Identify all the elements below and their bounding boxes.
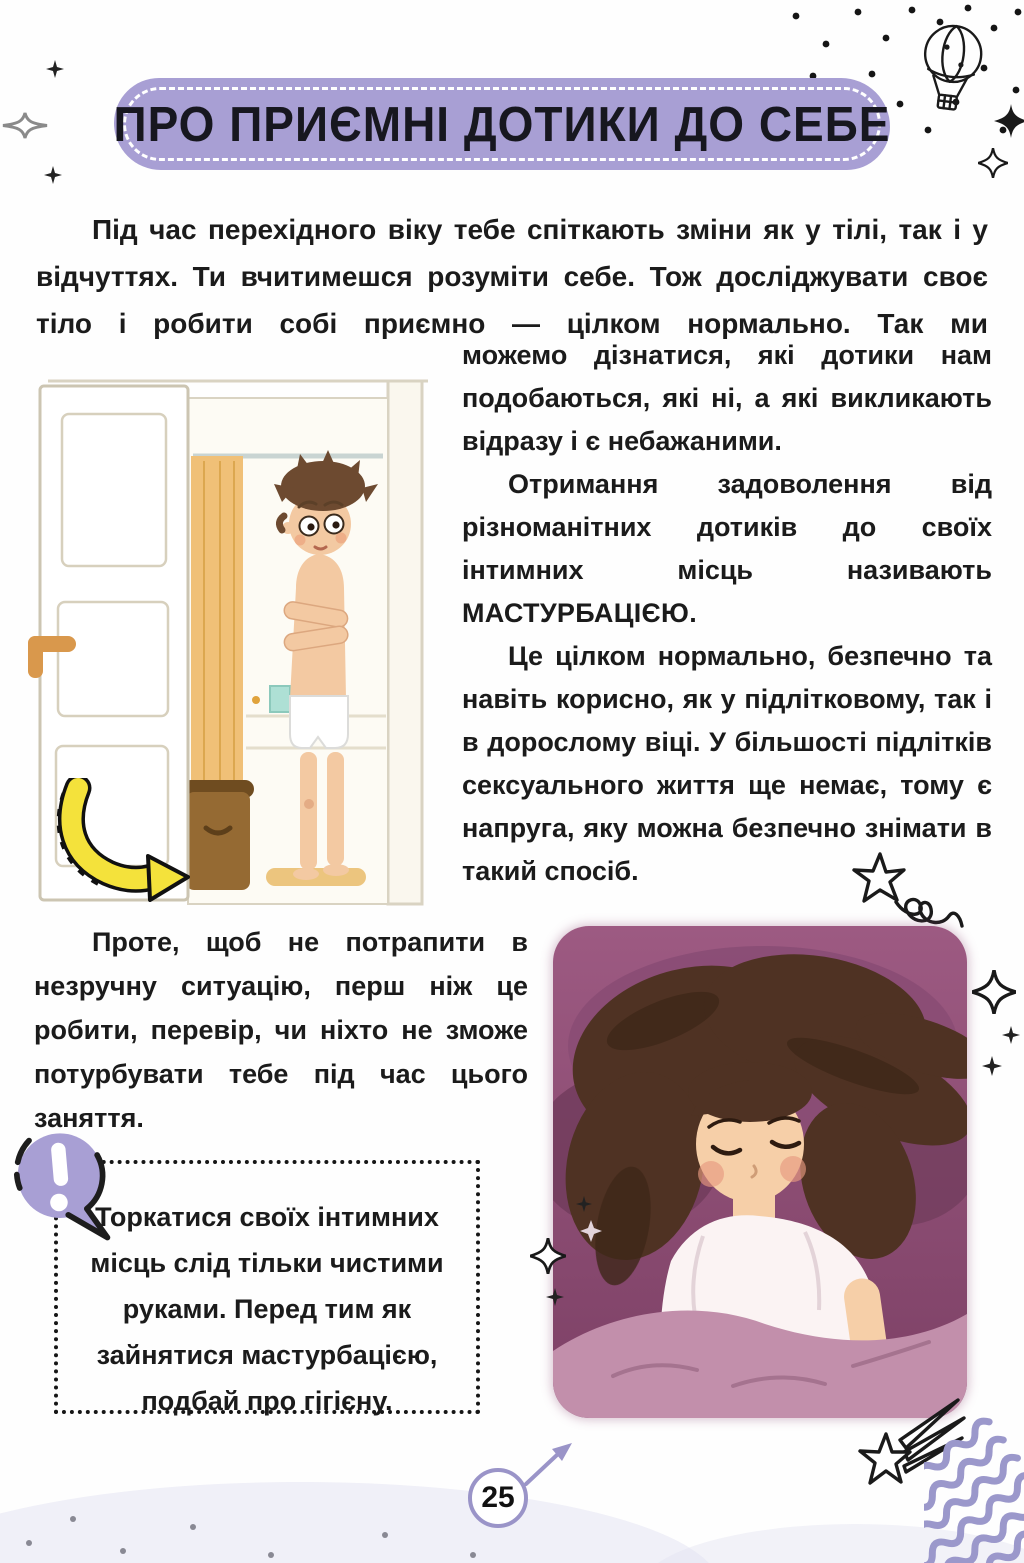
warning-box-text: Торкатися своїх інтимних місць слід тільки чистими руками. Перед тим як зайнятися мастурбацією, подбай про гігієну.	[90, 1202, 444, 1416]
dot-pattern	[26, 1540, 32, 1546]
plus-sparkle-icon	[982, 1056, 1002, 1076]
hot-air-balloon-icon	[905, 20, 1000, 142]
exclamation-bubble-icon	[8, 1122, 112, 1252]
dot-pattern	[190, 1524, 196, 1530]
dot-pattern	[382, 1532, 388, 1538]
paragraph-definition	[462, 463, 992, 635]
wave-lines-icon	[924, 1411, 1024, 1563]
sparkle-icon	[530, 1238, 566, 1274]
plus-sparkle-icon	[576, 1196, 592, 1212]
definition-text: Отримання задоволення від різноманітних дотиків до своїх інтимних місць називають	[462, 469, 992, 585]
plus-sparkle-icon	[46, 60, 64, 78]
paragraph-normal: Це цілком нормально, безпечно та навіть корисно, як у підлітковому, так і в дорослому віці. У більшості підлітків сексуального життя ще немає, тому є напруга, яку можна безпечно знімати в такий спосіб.	[462, 641, 992, 886]
paragraph-touches: можемо дізнатися, які дотики нам подобаються, які ні, а які викликають відразу і є небажаними.	[462, 340, 992, 456]
sparkle-icon	[2, 110, 48, 142]
sparkle-icon	[994, 104, 1024, 138]
sparkle-icon	[972, 970, 1016, 1014]
page-number-badge	[468, 1468, 528, 1528]
caution-paragraph: Проте, щоб не потрапити в незручну ситуацію, перш ніж це робити, перевір, чи ніхто не зможе потурбувати тебе під час цього заняття.	[34, 927, 528, 1133]
dot-pattern	[70, 1516, 76, 1522]
curved-arrow-icon	[56, 778, 190, 902]
page-title: ПРО ПРИЄМНІ ДОТИКИ ДО СЕБЕ	[113, 96, 891, 152]
girl-illustration	[553, 926, 967, 1418]
plus-sparkle-icon	[44, 166, 62, 184]
dot-pattern	[120, 1548, 126, 1554]
warning-box	[54, 1160, 480, 1414]
title-banner	[114, 78, 890, 170]
intro-paragraph: Під час перехідного віку тебе спіткають зміни як у тілі, так і у відчуттях. Ти вчитимешся розуміти себе. Тож досліджувати своє тіло і робити собі приємно — цілком нормально. Так ми	[36, 214, 988, 339]
watercolor-wash	[0, 1482, 720, 1563]
sparkle-icon	[978, 148, 1008, 178]
dot-pattern	[268, 1552, 274, 1558]
dot-pattern	[470, 1552, 476, 1558]
highlighted-term: МАСТУРБАЦІЄЮ.	[462, 598, 697, 628]
plus-sparkle-icon	[546, 1288, 564, 1306]
page-number: 25	[481, 1481, 515, 1514]
plus-sparkle-icon	[1002, 1026, 1020, 1044]
right-column	[462, 334, 992, 893]
mars-arrow-icon	[518, 1438, 580, 1492]
title-banner-dashed-border	[113, 87, 891, 161]
